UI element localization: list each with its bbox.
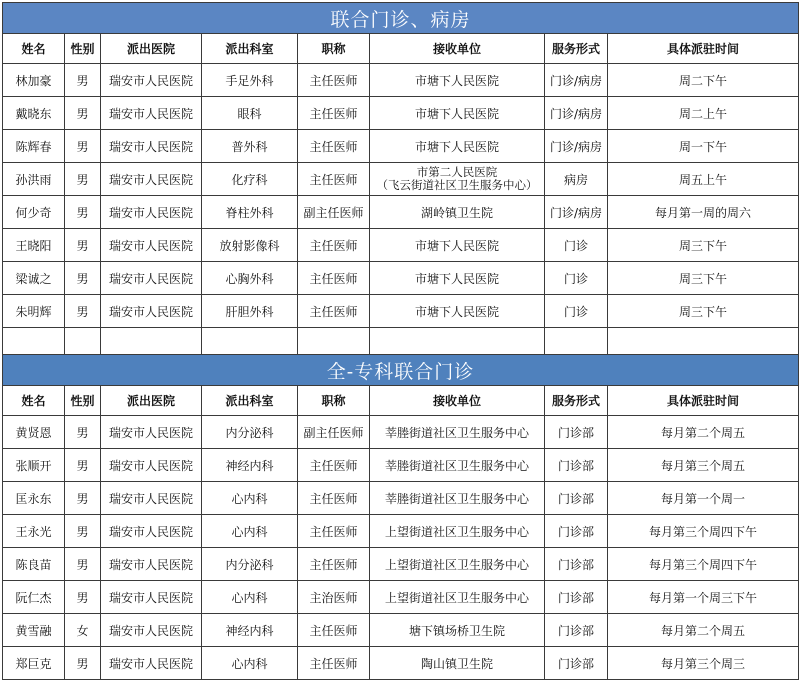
cell-hospital: 瑞安市人民医院 [101,196,202,229]
cell-gender: 男 [65,64,101,97]
cell-department: 心胸外科 [202,262,298,295]
section2-title: 全-专科联合门诊 [3,355,799,386]
cell-department: 神经内科 [202,614,298,647]
cell-gender: 男 [65,262,101,295]
cell-title: 主任医师 [298,229,370,262]
cell-title: 主任医师 [298,97,370,130]
cell-schedule-time: 周三下午 [608,262,799,295]
section2-header-hospital: 派出医院 [101,386,202,416]
cell-hospital: 瑞安市人民医院 [101,262,202,295]
cell-schedule-time: 每月第三个周四下午 [608,515,799,548]
section1-title: 联合门诊、病房 [3,3,799,34]
cell-title: 主任医师 [298,614,370,647]
cell-hospital: 瑞安市人民医院 [101,97,202,130]
cell-receiving-unit: 市塘下人民医院 [370,64,545,97]
cell-department: 内分泌科 [202,416,298,449]
cell-department: 心内科 [202,647,298,680]
cell-title: 主任医师 [298,163,370,196]
table-row [3,416,799,449]
cell-service-form: 门诊 [545,229,608,262]
section2-header-title: 职称 [298,386,370,416]
table-row [3,295,799,328]
cell-hospital: 瑞安市人民医院 [101,64,202,97]
table-row [3,548,799,581]
cell-gender: 男 [65,130,101,163]
cell-gender: 男 [65,515,101,548]
cell-schedule-time: 周二下午 [608,64,799,97]
section1-header-receiving-unit: 接收单位 [370,34,545,64]
section1-header-title: 职称 [298,34,370,64]
table-row [3,581,799,614]
cell-receiving-unit: 市塘下人民医院 [370,97,545,130]
section1-header-name: 姓名 [3,34,65,64]
cell-title: 主任医师 [298,295,370,328]
blank-row [3,328,799,355]
cell-hospital: 瑞安市人民医院 [101,482,202,515]
cell-receiving-unit: 市塘下人民医院 [370,130,545,163]
cell-service-form: 门诊部 [545,482,608,515]
cell-service-form: 门诊部 [545,647,608,680]
cell-name: 梁诚之 [3,262,65,295]
table-row [3,229,799,262]
section2-header-row [3,386,799,416]
cell-department: 放射影像科 [202,229,298,262]
cell-receiving-unit: 莘塍街道社区卫生服务中心 [370,482,545,515]
cell-receiving-unit: 湖岭镇卫生院 [370,196,545,229]
cell-schedule-time: 周一下午 [608,130,799,163]
cell-title: 主任医师 [298,262,370,295]
cell-department: 眼科 [202,97,298,130]
section2-header-schedule-time: 具体派驻时间 [608,386,799,416]
table-row [3,449,799,482]
section1-header-schedule-time: 具体派驻时间 [608,34,799,64]
cell-hospital: 瑞安市人民医院 [101,130,202,163]
section1-body [3,3,799,328]
cell-gender: 男 [65,97,101,130]
cell-name: 陈良苗 [3,548,65,581]
cell-service-form: 门诊部 [545,515,608,548]
cell-name: 阮仁杰 [3,581,65,614]
section2-header-service-form: 服务形式 [545,386,608,416]
section1-header-gender: 性别 [65,34,101,64]
cell-schedule-time: 周五上午 [608,163,799,196]
cell-title: 主任医师 [298,515,370,548]
cell-receiving-unit: 塘下镇场桥卫生院 [370,614,545,647]
table-row [3,196,799,229]
section1-header-service-form: 服务形式 [545,34,608,64]
cell-gender: 女 [65,614,101,647]
cell-name: 匡永东 [3,482,65,515]
cell-title: 主任医师 [298,548,370,581]
cell-service-form: 病房 [545,163,608,196]
cell-schedule-time: 每月第一个周一 [608,482,799,515]
cell-schedule-time: 每月第一个周三下午 [608,581,799,614]
cell-receiving-unit: 莘塍街道社区卫生服务中心 [370,416,545,449]
cell-schedule-time: 每月第三个周四下午 [608,548,799,581]
table-row [3,130,799,163]
cell-gender: 男 [65,581,101,614]
section1-header-hospital: 派出医院 [101,34,202,64]
cell-gender: 男 [65,482,101,515]
cell-department: 心内科 [202,482,298,515]
cell-receiving-unit: 陶山镇卫生院 [370,647,545,680]
cell-title: 主任医师 [298,482,370,515]
cell-title: 副主任医师 [298,416,370,449]
cell-department: 肝胆外科 [202,295,298,328]
cell-service-form: 门诊部 [545,416,608,449]
section1-header-row [3,34,799,64]
table-row [3,163,799,196]
cell-hospital: 瑞安市人民医院 [101,647,202,680]
schedule-sheet [2,2,798,680]
cell-department: 心内科 [202,515,298,548]
section1-header-department: 派出科室 [202,34,298,64]
cell-service-form: 门诊 [545,262,608,295]
cell-department: 内分泌科 [202,548,298,581]
cell-department: 心内科 [202,581,298,614]
cell-department: 脊柱外科 [202,196,298,229]
cell-name: 黄贤恩 [3,416,65,449]
cell-name: 黄雪融 [3,614,65,647]
cell-receiving-unit: 市塘下人民医院 [370,262,545,295]
table-row [3,647,799,680]
cell-name: 王晓阳 [3,229,65,262]
cell-gender: 男 [65,295,101,328]
cell-schedule-time: 每月第二个周五 [608,614,799,647]
cell-department: 普外科 [202,130,298,163]
cell-name: 朱明辉 [3,295,65,328]
cell-name: 孙洪雨 [3,163,65,196]
section2-body [3,328,799,680]
cell-receiving-unit: 上望街道社区卫生服务中心 [370,548,545,581]
cell-gender: 男 [65,449,101,482]
cell-title: 主任医师 [298,449,370,482]
cell-schedule-time: 周三下午 [608,295,799,328]
cell-service-form: 门诊/病房 [545,97,608,130]
table-row [3,482,799,515]
cell-hospital: 瑞安市人民医院 [101,416,202,449]
cell-title: 主任医师 [298,647,370,680]
cell-hospital: 瑞安市人民医院 [101,581,202,614]
cell-schedule-time: 每月第一周的周六 [608,196,799,229]
cell-gender: 男 [65,163,101,196]
schedule-table [2,2,799,680]
cell-schedule-time: 周三下午 [608,229,799,262]
table-row [3,97,799,130]
cell-schedule-time: 每月第二个周五 [608,416,799,449]
cell-hospital: 瑞安市人民医院 [101,614,202,647]
section2-header-receiving-unit: 接收单位 [370,386,545,416]
cell-gender: 男 [65,548,101,581]
cell-title: 主任医师 [298,64,370,97]
cell-department: 神经内科 [202,449,298,482]
cell-title: 副主任医师 [298,196,370,229]
cell-hospital: 瑞安市人民医院 [101,163,202,196]
cell-hospital: 瑞安市人民医院 [101,449,202,482]
cell-name: 何少奇 [3,196,65,229]
cell-receiving-unit: 市塘下人民医院 [370,295,545,328]
cell-service-form: 门诊 [545,295,608,328]
cell-receiving-unit: 莘塍街道社区卫生服务中心 [370,449,545,482]
cell-receiving-unit: 市塘下人民医院 [370,229,545,262]
cell-receiving-unit: 上望街道社区卫生服务中心 [370,581,545,614]
section2-header-name: 姓名 [3,386,65,416]
cell-name: 张顺开 [3,449,65,482]
cell-service-form: 门诊/病房 [545,196,608,229]
cell-service-form: 门诊/病房 [545,64,608,97]
cell-name: 林加豪 [3,64,65,97]
cell-name: 王永光 [3,515,65,548]
cell-schedule-time: 每月第三个周五 [608,449,799,482]
section2-header-gender: 性别 [65,386,101,416]
table-row [3,614,799,647]
cell-title: 主治医师 [298,581,370,614]
cell-gender: 男 [65,647,101,680]
cell-hospital: 瑞安市人民医院 [101,548,202,581]
cell-title: 主任医师 [298,130,370,163]
cell-hospital: 瑞安市人民医院 [101,515,202,548]
cell-service-form: 门诊/病房 [545,130,608,163]
cell-gender: 男 [65,416,101,449]
cell-name: 陈辉春 [3,130,65,163]
cell-hospital: 瑞安市人民医院 [101,295,202,328]
cell-receiving-unit: 上望街道社区卫生服务中心 [370,515,545,548]
section2-header-department: 派出科室 [202,386,298,416]
cell-service-form: 门诊部 [545,548,608,581]
table-row [3,515,799,548]
cell-service-form: 门诊部 [545,449,608,482]
cell-service-form: 门诊部 [545,614,608,647]
cell-schedule-time: 每月第三个周三 [608,647,799,680]
cell-name: 郑巨克 [3,647,65,680]
cell-receiving-unit: 市第二人民医院 （飞云街道社区卫生服务中心） [370,163,545,196]
cell-hospital: 瑞安市人民医院 [101,229,202,262]
cell-department: 化疗科 [202,163,298,196]
cell-service-form: 门诊部 [545,581,608,614]
table-row [3,64,799,97]
cell-schedule-time: 周二上午 [608,97,799,130]
cell-gender: 男 [65,196,101,229]
cell-gender: 男 [65,229,101,262]
table-row [3,262,799,295]
cell-name: 戴晓东 [3,97,65,130]
cell-department: 手足外科 [202,64,298,97]
